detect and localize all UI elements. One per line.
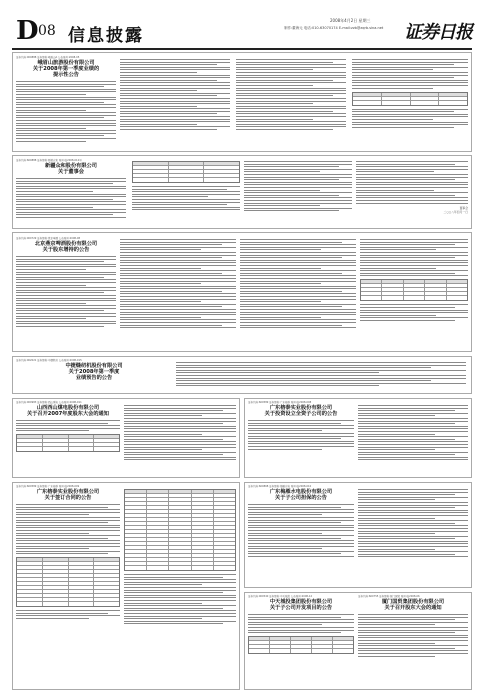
announcement-codes: 证券代码:600589 证券简称:广东榕泰 编号:临2008-009: [16, 485, 80, 488]
announcement-body-column: [360, 236, 468, 350]
issue-date: 2008年4月2日 星期三: [330, 18, 371, 23]
announcement-body-column: [176, 359, 466, 391]
announcement-title: 厦门国贸集团股份有限公司 关于召开股东大会的通知: [381, 599, 445, 611]
announcement: [16, 358, 172, 392]
announcement-title: 北京燕京啤酒股份有限公司 关于股东增持的公告: [34, 241, 98, 253]
announcement-title: 峨眉山旅游股份有限公司 关于2008年第一季度业绩的 提示性公告: [32, 60, 100, 78]
announcement-codes: 证券代码:600868 证券简称:梅雁水电 编号:临2008-010: [248, 485, 312, 488]
announcement-body-column: [120, 236, 236, 350]
announcement-body-column: [244, 158, 352, 226]
announcement-body: [16, 81, 116, 142]
data-table: [352, 92, 468, 106]
announcement-title: 新疆众和股份有限公司 关于董事会: [45, 163, 97, 175]
newspaper-logo: 证券日报: [404, 22, 472, 43]
data-table: [248, 636, 354, 654]
announcement-title: 中天城投集团股份有限公司 关于子公司开发项目的公告: [269, 599, 333, 611]
announcement-codes: 证券代码:600589 证券简称:广东榕泰 编号:临2008-008: [248, 401, 312, 404]
data-table: [132, 161, 240, 183]
announcement-codes: 证券代码:000888 证券简称:峨眉山A 公告编号:2008-05: [16, 56, 80, 59]
masthead-rule: [12, 48, 472, 50]
announcement: [16, 236, 116, 350]
announcement: [358, 594, 468, 688]
announcement: [248, 594, 354, 688]
announcement: [248, 400, 354, 476]
announcement-body-column: [358, 402, 468, 476]
issue-meta: 制作:董海元 电话:010-63070174 E-mail:zzb@zqrb.sina.net: [284, 26, 384, 30]
announcement: [16, 484, 120, 688]
announcement: [16, 158, 126, 226]
announcement-codes: 证券代码:002021 证券简称:中捷股份 公告编号:2008-015: [16, 359, 82, 362]
page-number: 08: [38, 23, 56, 39]
announcement: [16, 55, 116, 150]
announcement-body-column: [236, 56, 346, 148]
data-table: [124, 489, 236, 571]
announcement-codes: 证券代码:600888 证券简称:新疆众和 编号:临2008-012号: [16, 159, 82, 162]
masthead: [12, 10, 472, 50]
announcement-body-column: [240, 236, 356, 350]
announcement-title: 中捷缝纫机股份有限公司 关于2008年第一季度 业绩预告的公告: [65, 363, 123, 381]
data-table: [16, 557, 120, 607]
announcement-body-column: [358, 486, 468, 586]
announcement-title: 广东梅雁水电股份有限公司 关于子公司担保的公告: [269, 489, 333, 501]
announcement-body-column: [120, 56, 230, 148]
section-title: 信息披露: [68, 26, 144, 46]
announcement-title: 山西西山煤电股份有限公司 关于召开2007年度股东大会的通知: [27, 405, 109, 417]
announcement: [248, 484, 354, 586]
announcement-body-column: [124, 402, 236, 476]
signature: 董事会 二○○八年四月一日: [443, 205, 468, 214]
announcement-body-column: [352, 56, 468, 148]
announcement-title: 广东榕泰实业股份有限公司 关于签订合同的公告: [36, 489, 100, 501]
announcement-codes: 证券代码:000729 证券简称:燕京啤酒 公告编号:2008-08: [16, 237, 81, 240]
announcement: [16, 400, 120, 476]
data-table: [16, 434, 120, 452]
announcement-body-column: [132, 158, 240, 226]
announcement-title: 广东榕泰实业股份有限公司 关于投资设立全资子公司的公告: [264, 405, 338, 417]
announcement-codes: 证券代码:000540 证券简称:中天城投 公告编号:2008-12: [248, 595, 313, 598]
page-letter: D: [16, 16, 39, 46]
announcement-codes: 证券代码:600755 证券简称:厦门国贸 编号:临2008-06: [358, 595, 420, 598]
data-table: [360, 279, 468, 301]
announcement-body-column: [124, 486, 236, 688]
announcement-body-column: [356, 158, 468, 226]
announcement-codes: 证券代码:000983 证券简称:西山煤电 公告编号:2008-011: [16, 401, 82, 404]
